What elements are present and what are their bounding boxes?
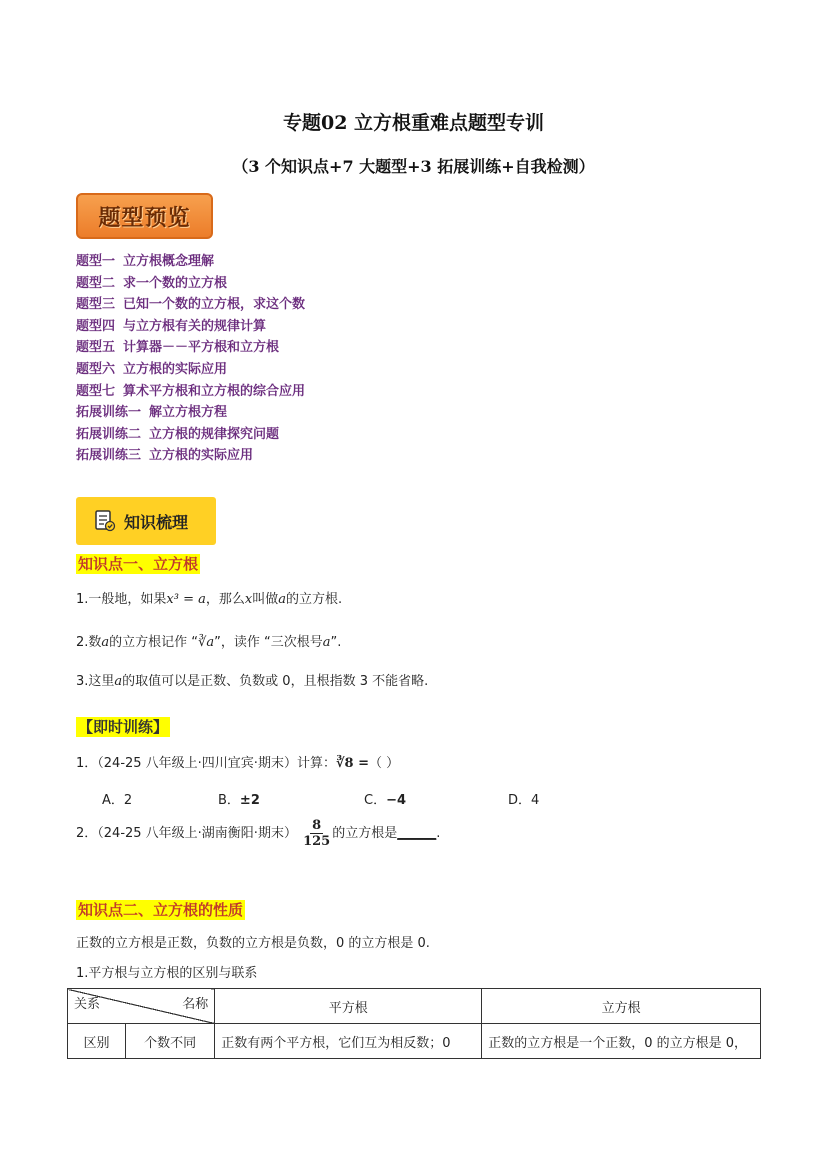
table-header-square-root: 平方根 xyxy=(215,989,482,1024)
option-a[interactable]: A．2 xyxy=(102,793,133,808)
kp1-paragraph-2: 2.数a的立方根记作 “∛a”，读作 “三次根号a”. xyxy=(76,635,342,650)
option-b[interactable]: B．±2 xyxy=(218,793,260,808)
preview-badge: 题型预览 xyxy=(76,193,213,239)
table-cell: 正数有两个平方根，它们互为相反数；0 xyxy=(215,1024,482,1059)
question-1: 1．（24-25 八年级上·四川宜宾·期末）计算：∛8 =（ ） xyxy=(76,756,400,771)
kp1-heading: 知识点一、立方根 xyxy=(78,555,199,573)
table-cell: 正数的立方根是一个正数，0 的立方根是 0， xyxy=(482,1024,761,1059)
table-corner-cell: 关系 名称 xyxy=(68,989,215,1024)
document-checklist-icon xyxy=(94,509,116,533)
toc-item[interactable]: 题型五 计算器－－平方根和立方根 xyxy=(76,340,280,356)
page-subtitle: （3 个知识点+7 大题型+3 拓展训练+自我检测） xyxy=(232,157,595,176)
toc-list xyxy=(76,251,305,467)
page-title: 专题02 立方根重难点题型专训 xyxy=(282,112,545,134)
table-cell: 区别 xyxy=(68,1024,126,1059)
fraction: $\frac{8}{125}$ xyxy=(303,818,331,849)
toc-item[interactable]: 题型四 与立方根有关的规律计算 xyxy=(76,318,267,334)
knowledge-badge xyxy=(76,497,216,545)
toc-item[interactable]: 拓展训练三 立方根的实际应用 xyxy=(76,448,254,464)
kp2-heading: 知识点二、立方根的性质 xyxy=(78,901,244,919)
option-d[interactable]: D．4 xyxy=(508,793,540,808)
table-header-cube-root: 立方根 xyxy=(482,989,761,1024)
kp1-paragraph-1: 1.一般地，如果x³ = a，那么x叫做a的立方根. xyxy=(76,592,343,607)
comparison-table xyxy=(67,988,761,1059)
knowledge-badge-label: 知识梳理 xyxy=(124,512,189,532)
toc-item[interactable]: 题型一 立方根概念理解 xyxy=(76,254,215,269)
table-row xyxy=(68,1024,761,1059)
toc-item[interactable]: 题型七 算术平方根和立方根的综合应用 xyxy=(76,383,306,399)
toc-item[interactable]: 题型二 求一个数的立方根 xyxy=(76,275,228,291)
toc-item[interactable]: 题型六 立方根的实际应用 xyxy=(76,361,228,377)
toc-item[interactable]: 拓展训练二 立方根的规律探究问题 xyxy=(76,426,280,442)
kp2-paragraph-1: 正数的立方根是正数，负数的立方根是负数，0 的立方根是 0. xyxy=(76,936,430,951)
answer-blank[interactable]: ______ xyxy=(397,826,437,841)
kp1-paragraph-3: 3.这里a的取值可以是正数、负数或 0，且根指数 3 不能省略. xyxy=(76,674,429,689)
practice-heading: 【即时训练】 xyxy=(78,718,169,736)
table-header-row xyxy=(68,989,761,1024)
toc-item[interactable]: 拓展训练一 解立方根方程 xyxy=(76,405,228,421)
question-2: 2．（24-25 八年级上·湖南衡阳·期末） $\frac{8}{125}$ 的立方根是______. xyxy=(76,818,441,849)
kp2-paragraph-2: 1.平方根与立方根的区别与联系 xyxy=(76,966,258,981)
toc-item[interactable]: 题型三 已知一个数的立方根，求这个数 xyxy=(76,297,306,313)
option-c[interactable]: C．−4 xyxy=(364,793,407,808)
table-cell: 个数不同 xyxy=(126,1024,215,1059)
